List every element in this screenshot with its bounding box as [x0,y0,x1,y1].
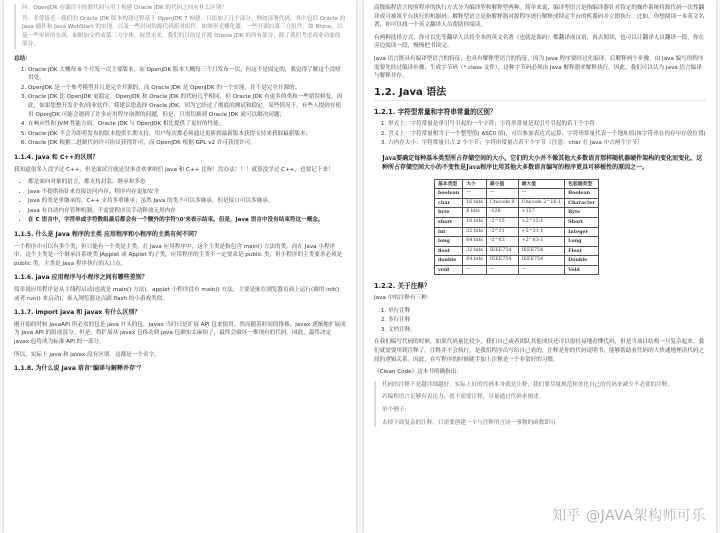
list-item: 4. 在响应性和 JVM 性能方面，Oracle JDK 与 OpenJDK 相比提供了更好的性能； [28,120,346,129]
java-size-note: Java要确定每种基本类型所占存储空间的大小。它们的大小并不像其他大多数语言那样随机器硬件架构的变化而变化。这种所占存储空间大小的不变性是Java程序比用其他大多数语言编写的程序更具可移植性的原因之一。 [382,154,703,172]
table-cell: 16 bits [463,217,487,227]
table-cell: +2^63-1 [518,237,565,247]
paragraph: 一个程序中可以有多个类，但只能有一个类是主类。在 Java 应用程序中，这个主类是指包含 main() 方法的类。而在 Java 小程序中，这个主类是一个继承自系统类 JApplet 或 Applet 的子类。应用程序的主类不一定要求是 public 类，但小程序的主类要求必须是 public 类。主类是 Java 程序执行的入口点。 [14,243,343,267]
primitive-types-table [434,179,599,276]
table-cell: +127 [518,208,565,218]
heading-1-1-8: 1.1.8. 为什么说 Java 语言"编译与解释并存"？ [14,365,145,373]
table-cell: -2^31 [486,227,518,237]
paragraph: 有两种选择方式，你可以先等翻译人员将全本的英文名著（也就是源码）都翻译成汉语，再去阅读，也可以让翻译人员翻译一段，你在旁边阅读一段，慢慢把书读完。 [374,34,705,50]
table-cell: short [435,217,463,227]
table-cell: Float [565,246,599,256]
heading-1-2-2: 1.2.2. 关于注释？ [374,282,431,291]
table-row [435,246,599,256]
paragraph: 所以，实际上 java 和 javax 没有区别。这都是一个名字。 [14,351,160,358]
list-item: • 在 C 语言中，字符串或字符数组最后都会有一个额外的字符'\0'来表示结束。但是，Java 语言中没有结束符这一概念。 [28,216,346,225]
list-item: 2. 多行注释 [388,316,706,325]
left-page [4,0,356,533]
quote-answer: 答：非常接近 - 我们的 Oracle JDK 版本构建过程基于 OpenJDK 7 构建，只添加了几个部分，例如部署代码，其中包括 Oracle 的 Java 插件和 Java WebStart 的实现，以及一些封闭的源代码派对组件，如图形光栅化器，一些开源的第三方组件，如 Rhino，以及一些零碎的东西，如附加文档或第三方字体。展望未来，我们的目的是开源 Oracle JDK 的所有部分，除了我们考虑商业功能的部分。 [22,15,346,48]
quote-line: 去掉下面复杂的注释，只需要创建一个与注释所言同一事物的函数即可 [382,419,556,426]
table-cell: IEEE754 [518,256,565,266]
summary-list [14,66,346,148]
table-cell: IEEE754 [518,246,565,256]
table-cell: — [486,265,518,275]
table-row [435,198,599,208]
table-cell: byte [435,208,463,218]
list-item: • 都是面向对象的语言，都支持封装、继承和多态 [28,178,346,187]
list-item: 1. Oracle JDK 大概每 6 个月发一次主要版本，而 OpenJDK 版本大概每三个月发布一次。但这不是固定的，我觉得了解这个没啥用处。 [28,66,346,83]
table-cell: Short [565,217,599,227]
table-header-cell: 最小值 [486,179,518,189]
heading-1-2: 1.2. Java 语法 [374,89,706,102]
heading-1-1-4: 1.1.4. Java 和 C++的区别？ [14,153,99,161]
heading-1-1-6: 1.1.6. java 应用程序与小程序之间有哪些差别？ [14,274,148,282]
table-header-cell: 大小 [463,179,487,189]
list-item: 3. 占内存大小：字符常量只占 2 个字节；字符串常量占若干个字节（注意：char 在 Java 中占两个字节） [388,139,706,148]
paragraph: Java 中的注释有三种： [374,295,433,302]
table-cell: +2^31-1 [518,227,565,237]
list-item: 5. Oracle JDK 不会为即将发布的版本提供长期支持，用户每次都必须通过更新到最新版本获得支持来获取最新版本； [28,130,346,139]
table-cell: IEEE754 [486,246,518,256]
table-cell: 64 bits [463,256,487,266]
table-cell: Byte [565,208,599,218]
table-header-cell: 基本类型 [435,179,463,189]
table-cell: 32 bits [463,246,487,256]
table-cell: — [463,189,487,199]
list-item: • Java 不提供指针来直接访问内存，程序内存更加安全 [28,188,346,197]
quote-line: 代码的注释不是越详细越好。实际上好的代码本身就是注释，我们要尽量规范和美化自己的代码来减少不必要的注释。 [382,381,673,388]
table-cell: Boolean [565,189,599,199]
table-cell: 64 bits [463,237,487,247]
paragraph: 简单说应用程序是从主线程启动(也就是 main() 方法)。applet 小程序没有 main() 方法，主要是嵌在浏览器页面上运行(调用 init() 或者 run() 来启动)，嵌入浏览器这点跟 flash 的小游戏类似。 [14,287,340,302]
list-item: 1. 单行注释 [388,307,706,316]
quote-line: 若编程语言足够有表达力，就不需要注释，尽量通过代码来阐述。 [382,394,545,401]
list-item: 3. 文档注释。 [388,326,706,335]
table-cell: float [435,246,463,256]
table-cell: — [463,265,487,275]
table-cell: Void [565,265,599,275]
table-cell: Double [565,256,599,266]
paragraph: 《Clean Code》这本书明确指出： [374,369,462,376]
table-cell: Long [565,237,599,247]
table-cell: — [518,189,565,199]
faq-quote [14,4,346,49]
table-cell: 32 bits [463,227,487,237]
list-item: 2. OpenJDK 是一个参考模型并且是完全开源的，而 Oracle JDK 是 OpenJDK 的一个实现，并不是完全开源的； [28,84,346,93]
quote-question: 问：OpenJDK 存储库中的源代码与用于构建 Oracle JDK 的代码之间有什么区别？ [22,5,227,11]
table-header-cell: 包装器类型 [565,179,599,189]
right-page [364,0,716,533]
list-item: • Java 有自动内存管理机制，不需要程序员手动释放无用内存 [28,207,346,216]
clean-code-quote [374,381,706,427]
table-cell: +2^15-1 [518,217,565,227]
list-item: 2. 含义上：字符常量相当于一个整型值( ASCII 值)，可以参加表达式运算；字符串常量代表一个地址值(该字符串在内存中存放位置) [388,130,706,139]
quote-line: 举个例子： [382,407,410,413]
table-cell: Unicode 0 [486,198,518,208]
table-row [435,217,599,227]
table-row [435,265,599,275]
table-cell: boolean [435,189,463,199]
heading-1-2-1: 1.2.1. 字符型常量和字符串常量的区别？ [374,108,497,117]
paragraph: 刚开始的时候 JavaAPI 所必需的包是 java 开头的包，javax 当时只是扩展 API 包来使用。然而随着时间的推移，javax 逐渐地扩展成为 Java API 的组成部分。但是，将扩展从 javax 包移动到 java 包确实太麻烦了，最终会破坏一堆现有的代码。因此，最终决定 javax 包将成为标准 API 的一部分。 [14,321,346,345]
list-item: 1. 形式上：字符常量是单引号引起的一个字符；字符串常量是双引号引起的若干个字符 [388,120,706,129]
table-header-row [435,179,599,189]
table-cell: Unicode 2^16-1 [518,198,565,208]
table-row [435,256,599,266]
table-row [435,237,599,247]
table-cell: long [435,237,463,247]
table-cell: -2^15 [486,217,518,227]
comment-types-list [374,307,706,335]
table-cell: — [486,189,518,199]
table-cell: Character [565,198,599,208]
table-body [435,189,599,275]
char-string-list [374,120,706,148]
table-cell: char [435,198,463,208]
list-item: 6. Oracle JDK 根据二进制代码许可协议获得许可，而 OpenJDK 根据 GPL v2 许可获得许可。 [28,139,346,148]
heading-1-1-7: 1.1.7. import java 和 javax 有什么区别？ [14,309,141,317]
paragraph: 在我们编写代码的时候，如果代码量比较少，我们自己或者团队其他成员还可以很轻易地看懂代码，但是当项目结构一旦复杂起来，我们就需要用到注释了。注释并不会执行，是我们程序员写给自己看的，注释是你的代码说明书，能够帮助看代码的人快速地理清代码之间的逻辑关系。因此，在写程序的时候随手加上注释是一个非常好的习惯。 [374,339,705,363]
paragraph: Java 语言既具有编译型语言的特征，也具有解释型语言的特征，因为 Java 程序要经过先编译，后解释两个步骤，由 Java 编写的程序需要先经过编译步骤，生成字节码（*.class 文件），这种字节码必须由 Java 解释器来解释执行。因此，我们可以认为 Java 语言编译与解释并存。 [374,55,704,80]
table-row [435,189,599,199]
table-cell: Integer [565,227,599,237]
java-cpp-list [14,178,346,225]
table-cell: int [435,227,463,237]
table-cell: — [518,265,565,275]
list-item: • Java 的类是单继承的，C++ 支持多重继承；虽然 Java 的类不可以多继承，但是接口可以多继承。 [28,197,346,206]
list-item: 3. Oracle JDK 比 OpenJDK 更稳定。OpenJDK 和 Oracle JDK 的代码几乎相同，但 Oracle JDK 有更多的类和一些错误修复。因此，如果您想开发企业/商业软件，我建议您选择 Oracle JDK，因为它经过了彻底的测试和稳定。某些情况下，有些人提到在使用 OpenJDK 可能会遇到了许多应用程序崩溃的问题，但是，只需切换到 Oracle JDK 就可以解决问题； [28,93,346,119]
zhihu-watermark: 知乎 @JAVA架构师可乐 [552,508,706,524]
heading-1-1-5: 1.1.5. 什么是 Java 程序的主类 应用程序和小程序的主类有何不同？ [14,231,200,239]
table-header-cell: 最大值 [518,179,565,189]
table-cell: IEEE754 [486,256,518,266]
summary-label: 总结： [14,55,31,62]
table-row [435,227,599,237]
table-cell: -128 [486,208,518,218]
table-row [435,208,599,218]
paragraph: 高级编程语言按照程序的执行方式分为编译型和解释型两种。简单来说，编译型语言是指编译器针对特定的操作系统将源代码一次性翻译成可被该平台执行的机器码；解释型语言是指解释器对源程序逐行解释成特定平台的机器码并立即执行。比如，你想阅读一本英文名著，你可以找一个英文翻译人员帮助你阅读。 [374,5,705,29]
table-cell: 8 bits [463,208,487,218]
table-cell: -2^63 [486,237,518,247]
table-cell: 16 bits [463,198,487,208]
table-cell: void [435,265,463,275]
table-cell: double [435,256,463,266]
paragraph: 我知道很多人没学过 C++，但是面试官就是没事喜欢拿咱们 Java 和 C++ 比呀！没办法！！！就算没学过 C++，也要记下来！ [14,166,334,173]
